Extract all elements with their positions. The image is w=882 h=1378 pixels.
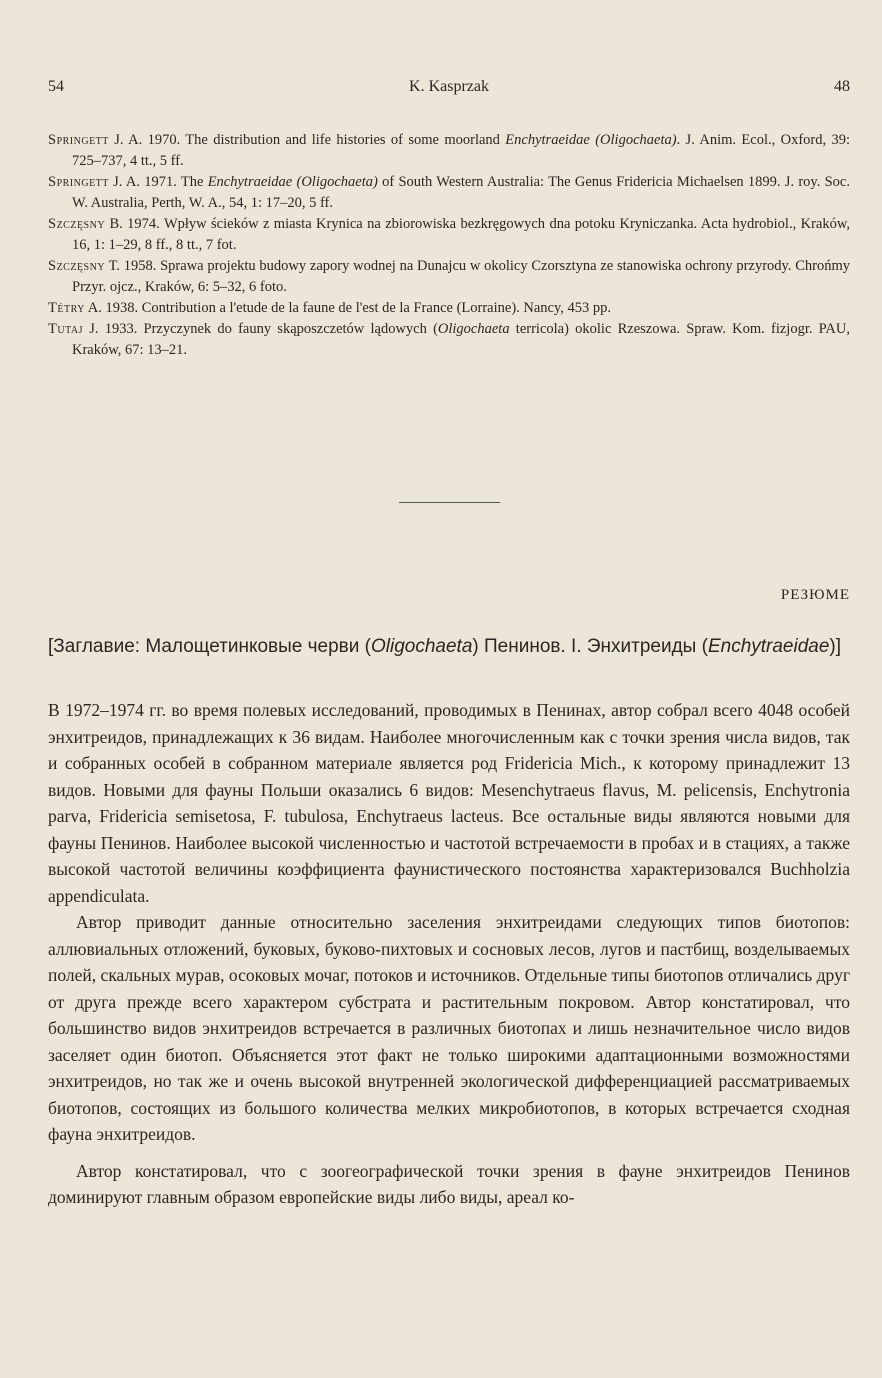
summary-heading: РЕЗЮМЕ [780,587,850,603]
reference-item: Tutaj J. 1933. Przyczynek do fauny skąposzczetów lądowych (Oligochaeta terricola) okolic Rzeszowa. Spraw. Kom. fizjogr. PAU, Kraków, 67: 13–21. [48,321,850,358]
summary-body [48,697,850,1211]
reference-item: Szczęsny B. 1974. Wpływ ścieków z miasta Krynica na zbiorowiska bezkręgowych dna potoku Kryniczanka. Acta hydrobiol., Kraków, 16, 1: 1–29, 8 ff., 8 tt., 7 fot. [48,216,850,253]
reference-item: Springett J. A. 1971. The Enchytraeidae (Oligochaeta) of South Western Australia: The Genus Fridericia Michaelsen 1899. J. roy. Soc. W. Australia, Perth, W. A., 54, 1: 17–20, 5 ff. [48,174,850,211]
reference-item: Szczęsny T. 1958. Sprawa projektu budowy zapory wodnej na Dunajcu w okolicy Czorsztyna ze stanowiska ochrony przyrody. Chrońmy Przyr. ojcz., Kraków, 6: 5–32, 6 foto. [48,258,850,295]
page-header [48,78,850,102]
section-divider [399,502,500,503]
running-title: K. Kasprzak [409,78,489,95]
reference-item: Tétry A. 1938. Contribution a l'etude de la faune de l'est de la France (Lorraine). Nancy, 453 pp. [48,300,612,316]
summary-paragraph: В 1972–1974 гг. во время полевых исследований, проводимых в Пенинах, автор собрал всего 4048 особей энхитреидов, принадлежащих к 36 видам. Наиболее многочисленным как с точки зрения числа видов, так и собранных особей в собранном материале является род Fridericia Mich., к которому принадлежит 13 видов. Новыми для фауны Польши оказались 6 видов: Mesenchytraeus flavus, M. pelicensis, Enchytronia parva, Fridericia semisetosa, F. tubulosa, Enchytraeus lacteus. Все остальные виды являются новыми для фауны Пенинов. Наиболее высокой численностью и частотой встречаемости в пробах и в стациях, а также высокой частотой величины коэффициента фаунистического постоянства характеризовался Buchholzia appendiculata. [48,700,850,906]
page-number: 54 [48,78,64,95]
issue-number: 48 [834,78,850,95]
reference-list [48,130,850,361]
reference-item: Springett J. A. 1970. The distribution and life histories of some moorland Enchytraeidae (Oligochaeta). J. Anim. Ecol., Oxford, 39: 725–737, 4 tt., 5 ff. [48,132,850,169]
summary-title: [Заглавие: Малощетинковые черви (Oligochaeta) Пенинов. I. Энхитреиды (Enchytraeidae)] [48,636,842,657]
summary-paragraph: Автор приводит данные относительно заселения энхитреидами следующих типов биотопов: аллювиальных отложений, буковых, буково-пихтовых и сосновых лесов, лугов и пастбищ, возделываемых полей, скальных мурав, осоковых мочаг, потоков и источников. Отдельные типы биотопов отличались друг от друга прежде всего характером субстрата и растительным покровом. Автор констатировал, что большинство видов энхитреидов встречается в различных биотопах и лишь незначительное число видов заселяет один биотоп. Объясняется этот факт не только широкими адаптационными возможностями энхитреидов, но так же и очень высокой внутренней экологической дифференциацией рассматриваемых биотопов, состоящих из большого количества мелких микробиотопов, в которых встречается сходная фауна энхитреидов. [48,912,850,1144]
summary-paragraph: Автор констатировал, что с зоогеографической точки зрения в фауне энхитреидов Пенинов доминируют главным образом европейские виды либо виды, ареал ко- [48,1160,850,1207]
